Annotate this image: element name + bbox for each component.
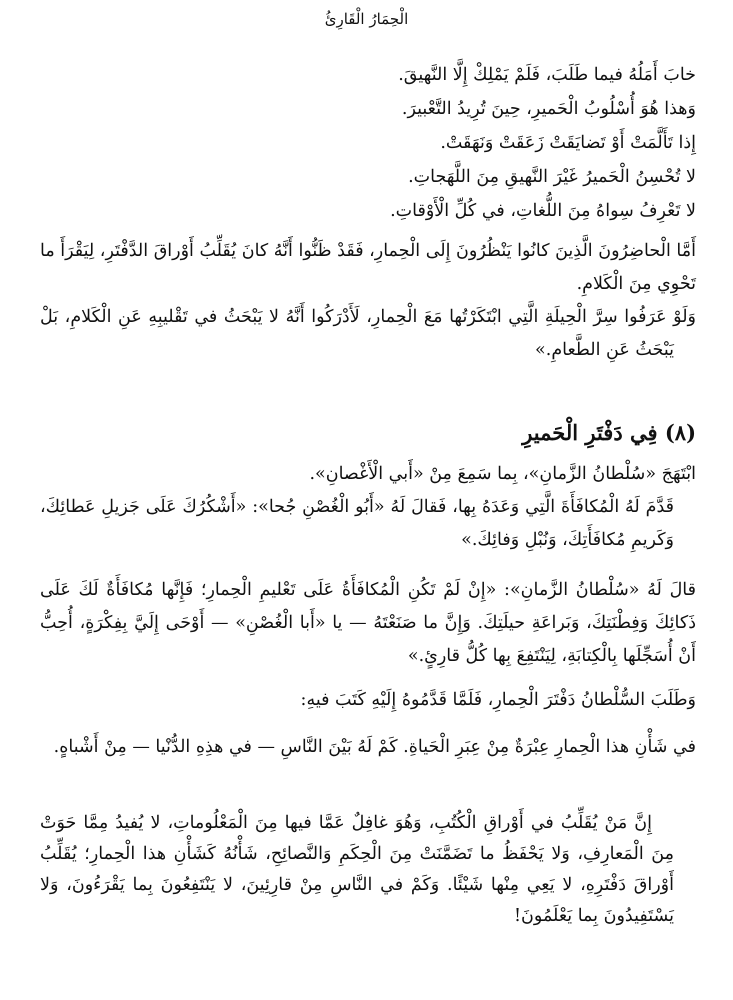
paragraph: [40, 574, 696, 673]
poem-line: إِذا تَأَلَّمَتْ أَوْ تَضايَقَتْ زَعَقَتْ وَنَهَقَتْ.: [440, 133, 696, 153]
poem-line: خابَ أَمَلُهُ فيما طَلَبَ، فَلَمْ يَمْلِكْ إِلَّا النَّهيقَ.: [398, 65, 696, 85]
paragraph: [40, 684, 696, 717]
paragraph-text: ابْتَهَجَ «سُلْطانُ الزَّمانِ»، بِما سَمِعَ مِنْ «أَبي الْأَغْصانِ».: [309, 464, 696, 484]
section-heading: (٨) فِي دَفْتَرِ الْحَميرِ: [522, 420, 696, 445]
paragraph-text: أَمَّا الْحاضِرُونَ الَّذِينَ كانُوا يَنْظُرُونَ إِلَى الْحِمارِ، فَقَدْ ظَنُّوا أَنَّهُ كانَ يُقَلِّبُ أَوْراقَ الدَّفْتَرِ، لِيَقْرَأَ ما تَحْوِي مِنَ الْكَلامِ.: [39, 241, 696, 294]
paragraph-text: قالَ لَهُ «سُلْطانُ الزَّمانِ»: «إِنْ لَمْ تَكُنِ الْمُكافَأَةُ عَلَى تَعْليمِ الْحِمارِ؛ فَإِنَّها مُكافَأَةٌ لَكَ عَلَى ذَكائِكَ وَفِطْنَتِكَ، وَبَراعَةِ حيلَتِكَ. وَإِنَّ ما صَنَعْتَهُ — يا «أَبا الْغُصْنِ» — أَوْحَى إِلَيَّ بِفِكْرَةٍ، أُحِبُّ أَنْ أُسَجِّلَها بِالْكِتابَةِ، لِيَنْتَفِعَ بِها كُلُّ قارِئٍ.»: [40, 580, 696, 666]
paragraph-text: قَدَّمَ لَهُ الْمُكافَأَةَ الَّتِي وَعَدَهُ بِها، فَقالَ لَهُ «أَبُو الْغُصْنِ جُحا»: «أَشْكُرُكَ عَلَى جَزيلِ عَطائِكَ، وَكَريمِ مُكافَأَتِكَ، وَنُبْلِ وَفائِكَ.»: [40, 497, 674, 550]
paragraph: [40, 458, 696, 491]
paragraph-text: إِنَّ مَنْ يُقَلِّبُ في أَوْراقِ الْكُتُبِ، وَهُوَ غافِلٌ عَمَّا فيها مِنَ الْمَعْلُوماتِ، لا يُفيدُ مِمَّا حَوَتْ مِنَ الْمَعارِفِ، وَلا يَحْفَظُ ما تَضَمَّنَتْ مِنَ الْحِكَمِ وَالنَّصائِحِ، شَأْنُهُ كَشَأْنِ هذا الْحِمارِ؛ يُقَلِّبُ أَوْراقَ دَفْتَرِهِ، لا يَعِي مِنْها شَيْئًا. وَكَمْ في النَّاسِ مِنْ قارِئِينَ، لا يَنْتَفِعُونَ بِما يَقْرَءُونَ، وَلا يَسْتَفِيدُونَ بِما يَعْلَمُونَ!: [40, 813, 674, 926]
poem-block: [60, 58, 696, 228]
quoted-paragraph: [40, 731, 696, 764]
running-header: الْحِمَارُ الْقَارِئُ: [324, 10, 409, 28]
poem-line: لا تُحْسِنُ الْحَميرُ غَيْرَ النَّهيقِ مِنَ اللَّهَجاتِ.: [408, 167, 696, 187]
paragraph: [40, 235, 696, 301]
paragraph-text: وَلَوْ عَرَفُوا سِرَّ الْحِيلَةِ الَّتِي ابْتَكَرْتُها مَعَ الْحِمارِ، لَأَدْرَكُوا أَنَّهُ لا يَبْحَثُ في تَقْليبِهِ عَنِ الْكَلامِ، بَلْ يَبْحَثُ عَنِ الطَّعامِ.»: [40, 307, 696, 360]
paragraph-text: وَطَلَبَ السُّلْطانُ دَفْتَرَ الْحِمارِ، فَلَمَّا قَدَّمُوهُ إِلَيْهِ كَتَبَ فيهِ:: [300, 690, 696, 710]
paragraph: [40, 301, 696, 367]
quoted-paragraph: [40, 808, 696, 932]
paragraph-text: في شَأْنِ هذا الْحِمارِ عِبْرَةٌ مِنْ عِبَرِ الْحَياةِ. كَمْ لَهُ بَيْنَ النَّاسِ — في هذِهِ الدُّنْيا — مِنْ أَشْباهٍ.: [53, 737, 696, 757]
poem-line: وَهذا هُوَ أُسْلُوبُ الْحَميرِ، حِينَ تُرِيدُ التَّعْبيرَ.: [401, 99, 696, 119]
paragraph: [40, 491, 696, 557]
poem-line: لا تَعْرِفُ سِواهُ مِنَ اللُّغاتِ، في كُلِّ الْأَوْقاتِ.: [390, 201, 696, 221]
